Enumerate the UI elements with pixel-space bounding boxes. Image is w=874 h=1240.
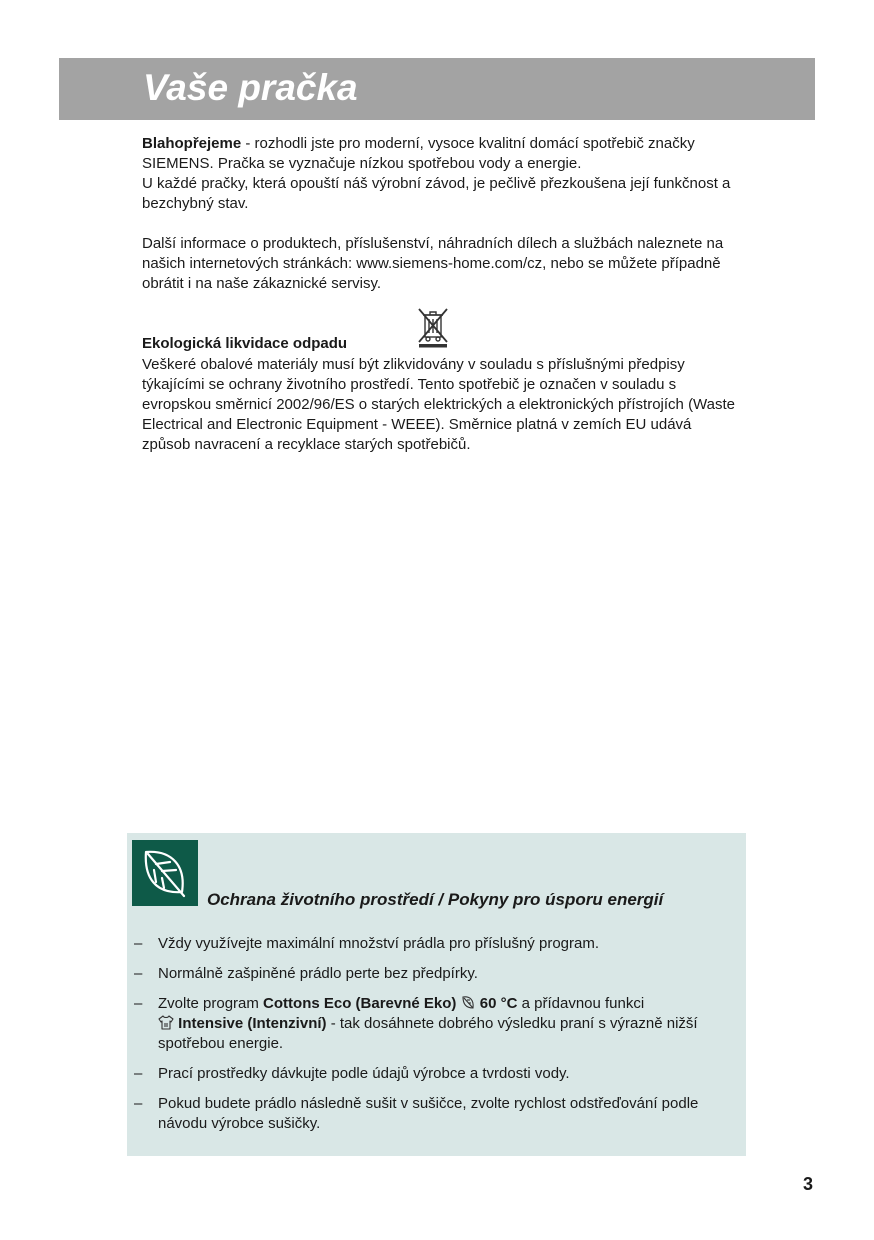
list-item — [134, 1064, 734, 1084]
list-item — [134, 994, 734, 1054]
eco-paragraph: Veškeré obalové materiály musí být zlikvidovány v souladu s příslušnými předpisy týkajícími se ochrany životního prostředí. Tento spotřebič je označen v souladu s evropskou směrnicí 2002/96/ES o starých elektrických a elektronických přístrojích (Waste Electrical and Electronic Equipment - WEEE). Směrnice platná v zemích EU udává způsob navracení a recyklace starých spotřebičů. — [142, 356, 736, 453]
tip-program: Cottons Eco (Barevné Eko) — [263, 995, 457, 1012]
list-dash: – — [134, 1095, 143, 1112]
header-bar — [59, 58, 815, 120]
list-item — [134, 964, 734, 984]
intro-text: - rozhodli jste pro moderní, vysoce kvalitní domácí spotřebič značky SIEMENS. Pračka se vyznačuje nízkou spotřebou vody a energie. — [142, 135, 695, 172]
list-item — [134, 934, 734, 954]
panel-title: Ochrana životního prostředí / Pokyny pro úsporu energií — [207, 890, 664, 909]
eco-program-icon — [461, 995, 476, 1010]
tips-list — [134, 934, 734, 1144]
shirt-intensive-icon — [158, 1015, 174, 1030]
tip-pre: Zvolte program — [158, 995, 264, 1012]
list-dash: – — [134, 995, 143, 1012]
info-paragraph: Další informace o produktech, příslušenství, náhradních dílech a službách naleznete na našich internetových stránkách: www.siemens-home.com/cz, nebo se můžete případně obrátit i na naše zákaznické servisy. — [142, 235, 724, 292]
tip-text: Normálně zašpiněné prádlo perte bez předpírky. — [158, 965, 478, 982]
list-dash: – — [134, 935, 143, 952]
list-item — [134, 1094, 734, 1134]
crossed-out-bin-icon — [416, 306, 450, 348]
eco-tips-panel — [127, 833, 746, 1156]
intro-bold: Blahopřejeme — [142, 135, 242, 152]
tip-text: Prací prostředky dávkujte podle údajů výrobce a tvrdosti vody. — [158, 1065, 570, 1082]
tip-option: Intensive (Intenzivní) — [174, 1015, 327, 1032]
list-dash: – — [134, 1065, 143, 1082]
list-dash: – — [134, 965, 143, 982]
tip-post: - tak dosáhnete dobrého výsledku praní s výrazně nižší spotřebou energie. — [158, 1015, 698, 1052]
intro-paragraph — [142, 134, 742, 214]
page-title: Vaše pračka — [143, 67, 358, 108]
intro-text-2: U každé pračky, která opouští náš výrobní závod, je pečlivě přezkoušena její funkčnost a bezchybný stav. — [142, 175, 731, 212]
tip-text: Pokud budete prádlo následně sušit v sušičce, zvolte rychlost odstřeďování podle návodu výrobce sušičky. — [158, 1095, 699, 1132]
tip-temperature: 60 °C — [475, 995, 518, 1012]
tip-text: Vždy využívejte maximální množství prádla pro příslušný program. — [158, 935, 599, 952]
eco-heading: Ekologická likvidace odpadu — [142, 335, 348, 352]
tip-mid: a přídavnou funkci — [517, 995, 645, 1012]
leaf-icon — [132, 840, 198, 906]
page-number: 3 — [803, 1174, 814, 1194]
leaf-icon-box — [132, 840, 198, 906]
